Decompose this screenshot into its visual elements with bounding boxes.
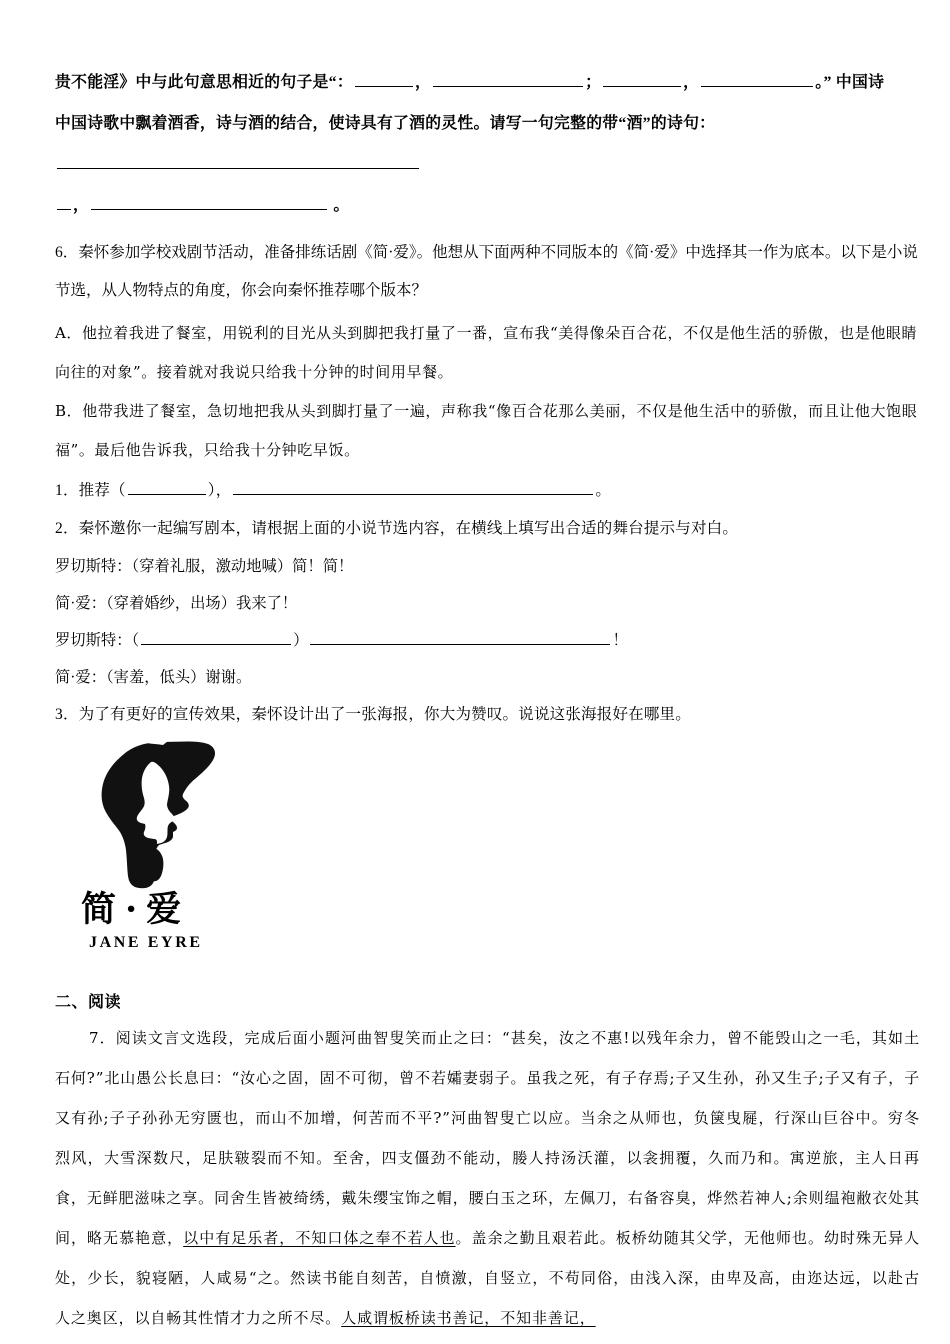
dialogue-blank[interactable]: [310, 630, 610, 645]
q5-sep-1: ，: [414, 74, 432, 91]
question-6-option-b[interactable]: [55, 392, 920, 470]
silhouette-svg: [89, 740, 239, 890]
sub-3-number: 3．: [55, 706, 79, 723]
option-a-text: 他拉着我进了餐室，用锐利的目光从头到脚把我打量了一番，宣布我“美得像朵百合花，不仅是他生活的骄傲，也是他眼睛向往的对象”。接着就对我说只给我十分钟的时间用早餐。: [55, 324, 918, 381]
speaker-jane-2: 简·爱：: [55, 669, 106, 686]
sub-1-number: 1．: [55, 482, 79, 499]
q5-blank-3[interactable]: [603, 72, 681, 87]
option-b-label: B．: [55, 402, 83, 420]
script-text-3: （害羞，低头）谢谢。: [106, 669, 252, 686]
q5-blank-2[interactable]: [433, 72, 583, 87]
passage-part-2: 。盖余之勤且艰若此。板桥幼随其父学，无他师也。幼时殊无异人处，少长，貌寝陋，人咸易“之。然读书能自刻苦，自愤激，自竖立，不苟同俗，由浅入深，由卑及高，由迩达远，以赴古人之奥区，以自畅其性情才力之所不尽。: [55, 1229, 921, 1327]
poster-subtitle: JANE EYRE: [89, 934, 203, 951]
option-a-label: A．: [55, 324, 83, 342]
speaker-rochester-2: 罗切斯特：: [55, 632, 132, 649]
script-excl: ！: [612, 632, 628, 649]
sub-1-text: 推荐（: [78, 482, 126, 499]
question-6-number: 6．: [55, 244, 79, 261]
speaker-jane: 简·爱：: [55, 595, 106, 612]
q5-blank-4[interactable]: [701, 72, 813, 87]
sub-3-text: 为了有更好的宣传效果，秦怀设计出了一张海报，你大为赞叹。说说这张海报好在哪里。: [78, 706, 691, 723]
question-6-option-a[interactable]: [55, 314, 920, 392]
script-text-2: （穿着婚纱，出场）我来了！: [106, 595, 298, 612]
sub-2-number: 2．: [55, 520, 79, 537]
question-7-passage: [55, 1018, 920, 1338]
q5-blank-5[interactable]: [57, 154, 419, 169]
script-line-rochester-blank: [55, 622, 920, 659]
poster-title: 简·爱: [81, 889, 191, 930]
question-5-tail: 贵不能淫》中与此句意思相近的句子是“： ， ； ， 。” 中国诗 中国诗歌中飘着酒香，诗与酒的结合，使诗具有了酒的灵性。请写一句完整的带“酒”的诗句： ， 。: [55, 74, 885, 214]
question-6-sub-1: [55, 472, 920, 510]
q5-sep-3: ，: [683, 74, 700, 91]
question-6-stem-text: 秦怀参加学校戏剧节活动，准备排练话剧《简·爱》。他想从下面两种不同版本的《简·爱》中选择其一作为底本。以下是小说节选，从人物特点的角度，你会向秦怀推荐哪个版本？: [55, 244, 918, 299]
sub-2-text: 秦怀邀你一起编写剧本，请根据上面的小说节选内容，在横线上填写出合适的舞台提示与对白。: [78, 520, 739, 537]
question-7-number: 7．: [89, 1029, 116, 1047]
question-7-stem: 阅读文言文选段，完成后面小题: [115, 1029, 342, 1047]
passage-underline-2: 人咸谓板桥读书善记，不知非善记，: [341, 1309, 596, 1327]
q5-close-quote: 。”: [815, 74, 832, 91]
script-close-paren: ）: [293, 632, 309, 649]
q5-blank-6[interactable]: [91, 195, 327, 210]
q5-mid-text: 中国诗歌中飘着酒香，诗与酒的结合，使诗具有了酒的灵性。请写一句完整的带“酒”的诗句：: [55, 115, 716, 132]
script-text-1: （穿着礼服，激动地喊）简！简！: [131, 558, 354, 575]
sub-1-choice-blank[interactable]: [128, 480, 206, 495]
q5-tail-comma: ，: [73, 197, 90, 214]
sub-1-after-paren: ），: [207, 482, 232, 499]
jane-eyre-poster: [77, 740, 273, 972]
jane-eyre-silhouette-icon: [89, 740, 239, 888]
sub-1-reason-blank[interactable]: [233, 480, 593, 495]
sub-1-period: 。: [595, 482, 612, 499]
q5-sep-2: ；: [585, 74, 602, 91]
script-line-jane-2: [55, 659, 920, 696]
question-6-stem: [55, 234, 920, 310]
q5-tail-period: 。: [333, 197, 350, 214]
script-line-rochester-1: [55, 548, 920, 585]
q5-blank-1[interactable]: [355, 72, 413, 87]
question-6: [55, 234, 920, 734]
q5-lead-text: 贵不能淫》中与此句意思相近的句子是“：: [55, 74, 353, 91]
passage-underline-1: 以中有足乐者，不知口体之奉不若人也: [183, 1229, 456, 1247]
option-b-text: 他带我进了餐室，急切地把我从头到脚打量了一遍，声称我“像百合花那么美丽，不仅是他生活中的骄傲，而且让他大饱眼福”。最后他告诉我，只给我十分钟吃早饭。: [55, 402, 918, 459]
question-6-sub-3: [55, 696, 920, 734]
section-2-heading: 二、阅读: [55, 994, 122, 1011]
q5-blank-6a[interactable]: [57, 195, 71, 210]
passage-part-0: 河曲智叟笑而止之曰：“甚矣，汝之不惠!以残年余力，曾不能毁山之一毛，其如土石何?”北山愚公长息曰：“汝心之固，固不可彻，曾不若孀妻弱子。虽我之死，有子存焉;子又生孙，孙又生子;子又有子，子又有孙;子子孙孙无穷匮也，而山不加增，何苦而不平?”河曲智叟亡以应。当余之从师也，负箧曳屣，行深山巨谷中。穷冬烈风，大雪深数尺，足肤皲裂而不知。至舍，四支僵劲不能动，媵人持汤沃灌，以衾拥覆，久而乃和。寓逆旅，主人日再食，无鲜肥滋味之享。同舍生皆被绮绣，戴朱缨宝饰之帽，腰白玉之环，左佩刀，右备容臭，烨然若神人;余则缊袍敝衣处其间，略无慕艳意，: [55, 1029, 921, 1247]
script-line-jane-1: [55, 585, 920, 622]
script-open-paren: （: [131, 632, 140, 649]
question-6-sub-2: [55, 510, 920, 548]
speaker-rochester: 罗切斯特：: [55, 558, 132, 575]
stage-direction-blank[interactable]: [141, 630, 291, 645]
